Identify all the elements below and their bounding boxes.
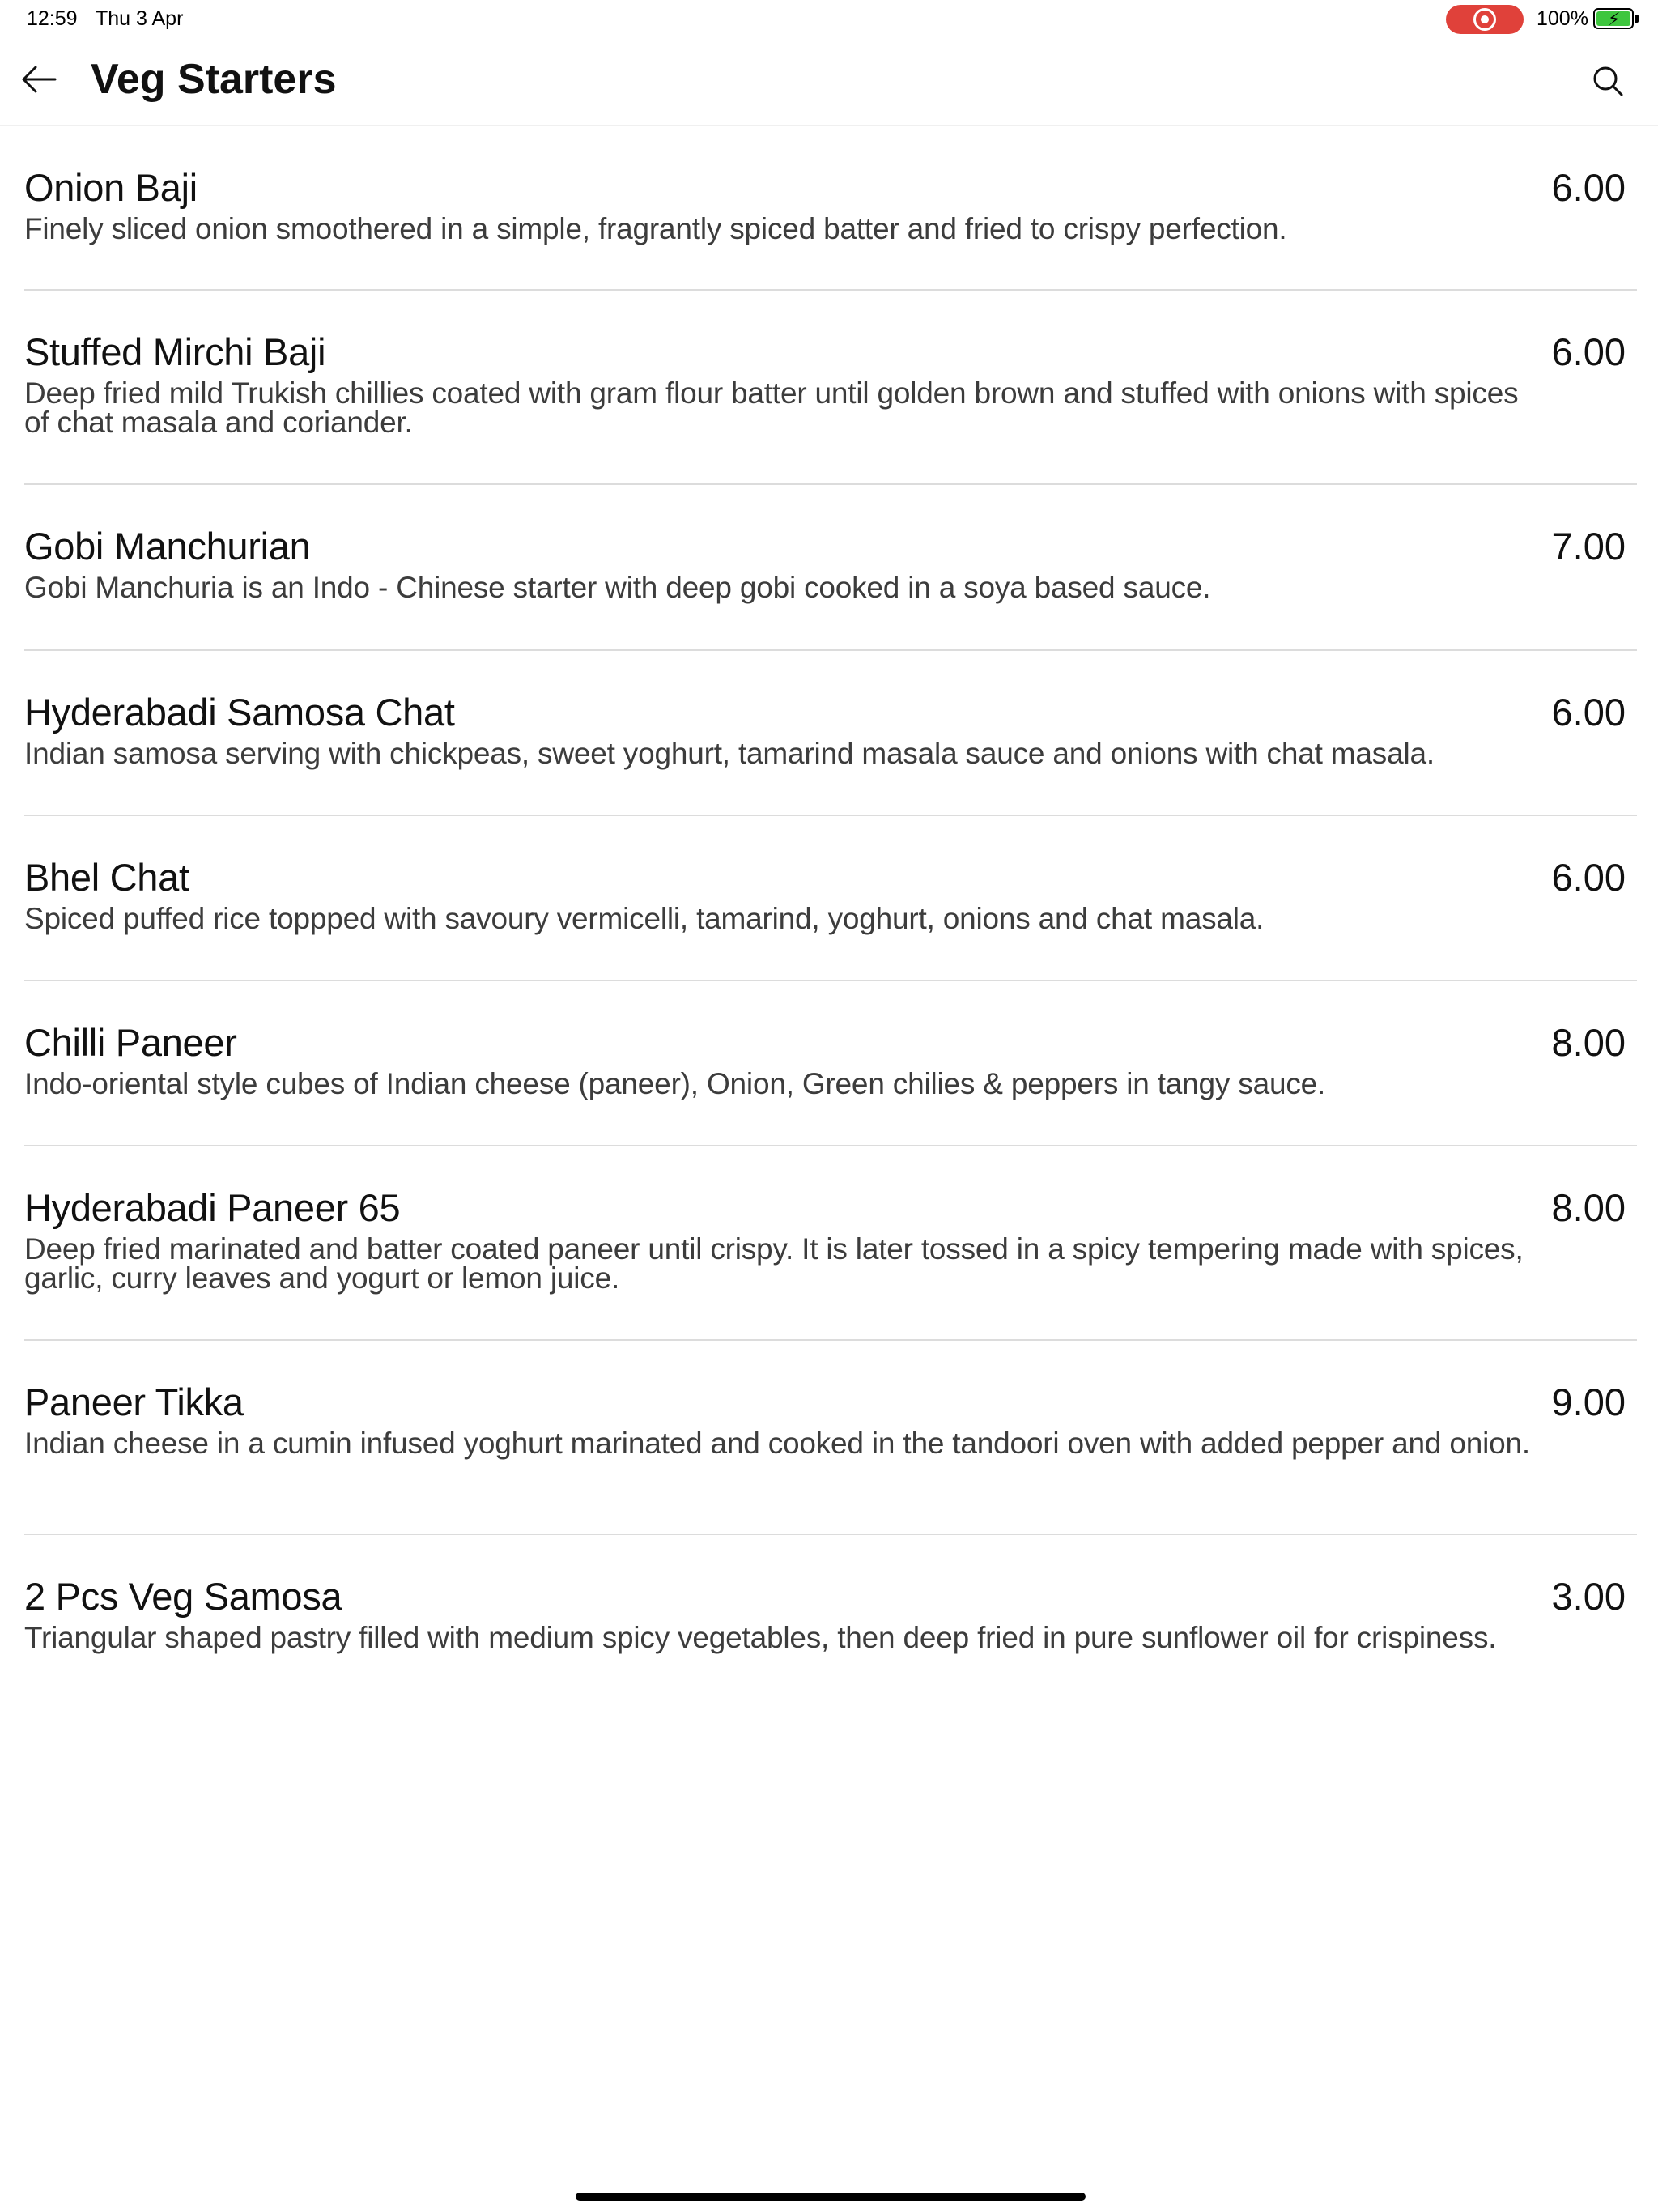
charging-bolt-icon: ⚡ bbox=[1608, 9, 1621, 29]
menu-item-onion-baji[interactable] bbox=[24, 126, 1637, 291]
item-description: Spiced puffed rice toppped with savoury vermicelli, tamarind, yoghurt, onions and chat masala. bbox=[24, 902, 1265, 935]
item-description: Indian samosa serving with chickpeas, sweet yoghurt, tamarind masala sauce and onions with chat masala. bbox=[24, 737, 1435, 770]
item-name: Hyderabadi Samosa Chat bbox=[24, 691, 455, 734]
home-indicator[interactable] bbox=[576, 2193, 1086, 2201]
item-price: 9.00 bbox=[1551, 1380, 1626, 1423]
item-description: Finely sliced onion smoothered in a simple, fragrantly spiced batter and fried to crispy perfection. bbox=[24, 212, 1287, 245]
page-title: Veg Starters bbox=[91, 56, 337, 103]
item-price: 3.00 bbox=[1551, 1575, 1626, 1618]
arrow-left-icon[interactable] bbox=[21, 63, 57, 96]
item-description: Indo-oriental style cubes of Indian cheese (paneer), Onion, Green chilies & peppers in tangy sauce. bbox=[24, 1067, 1326, 1100]
item-price: 6.00 bbox=[1551, 330, 1626, 373]
item-price: 6.00 bbox=[1551, 166, 1626, 209]
item-name: Bhel Chat bbox=[24, 856, 189, 899]
status-bar bbox=[0, 0, 1658, 37]
menu-item-hyderabadi-paneer-65[interactable] bbox=[24, 1146, 1637, 1341]
item-name: Chilli Paneer bbox=[24, 1021, 237, 1064]
item-price: 8.00 bbox=[1551, 1186, 1626, 1229]
item-name: Gobi Manchurian bbox=[24, 525, 311, 568]
menu-list bbox=[24, 126, 1637, 1700]
menu-item-stuffed-mirchi-baji[interactable] bbox=[24, 291, 1637, 485]
screen-recording-indicator[interactable] bbox=[1446, 5, 1524, 34]
item-description: Deep fried mild Trukish chillies coated with gram flour batter until golden brown and stuffed with onions with spices of chat masala and coriander. bbox=[24, 376, 1519, 439]
item-price: 8.00 bbox=[1551, 1021, 1626, 1064]
menu-item-hyderabadi-samosa-chat[interactable] bbox=[24, 651, 1637, 816]
item-name: 2 Pcs Veg Samosa bbox=[24, 1575, 342, 1618]
battery-percent: 100% bbox=[1537, 7, 1588, 30]
battery-icon bbox=[1593, 8, 1634, 29]
item-name: Hyderabadi Paneer 65 bbox=[24, 1186, 401, 1229]
item-description: Deep fried marinated and batter coated paneer until crispy. It is later tossed in a spicy tempering made with spices, garlic, curry leaves and yogurt or lemon juice. bbox=[24, 1232, 1524, 1295]
menu-item-chilli-paneer[interactable] bbox=[24, 981, 1637, 1146]
status-date: Thu 3 Apr bbox=[96, 7, 184, 30]
status-time: 12:59 bbox=[27, 7, 78, 30]
item-name: Onion Baji bbox=[24, 166, 198, 209]
battery-level bbox=[1596, 9, 1630, 29]
battery-tip bbox=[1635, 15, 1639, 23]
app-header bbox=[0, 37, 1658, 126]
item-description: Triangular shaped pastry filled with medium spicy vegetables, then deep fried in pure sunflower oil for crispiness. bbox=[24, 1621, 1497, 1654]
menu-item-bhel-chat[interactable] bbox=[24, 816, 1637, 981]
record-icon bbox=[1473, 8, 1496, 31]
item-price: 6.00 bbox=[1551, 856, 1626, 899]
item-name: Stuffed Mirchi Baji bbox=[24, 330, 326, 373]
item-description: Indian cheese in a cumin infused yoghurt marinated and cooked in the tandoori oven with added pepper and onion. bbox=[24, 1427, 1530, 1460]
menu-item-2-pcs-veg-samosa[interactable] bbox=[24, 1535, 1637, 1700]
menu-item-paneer-tikka[interactable] bbox=[24, 1341, 1637, 1535]
item-price: 7.00 bbox=[1551, 525, 1626, 568]
item-price: 6.00 bbox=[1551, 691, 1626, 734]
item-name: Paneer Tikka bbox=[24, 1380, 244, 1423]
item-description: Gobi Manchuria is an Indo - Chinese starter with deep gobi cooked in a soya based sauce. bbox=[24, 571, 1211, 604]
search-icon[interactable] bbox=[1592, 65, 1624, 97]
menu-item-gobi-manchurian[interactable] bbox=[24, 485, 1637, 651]
